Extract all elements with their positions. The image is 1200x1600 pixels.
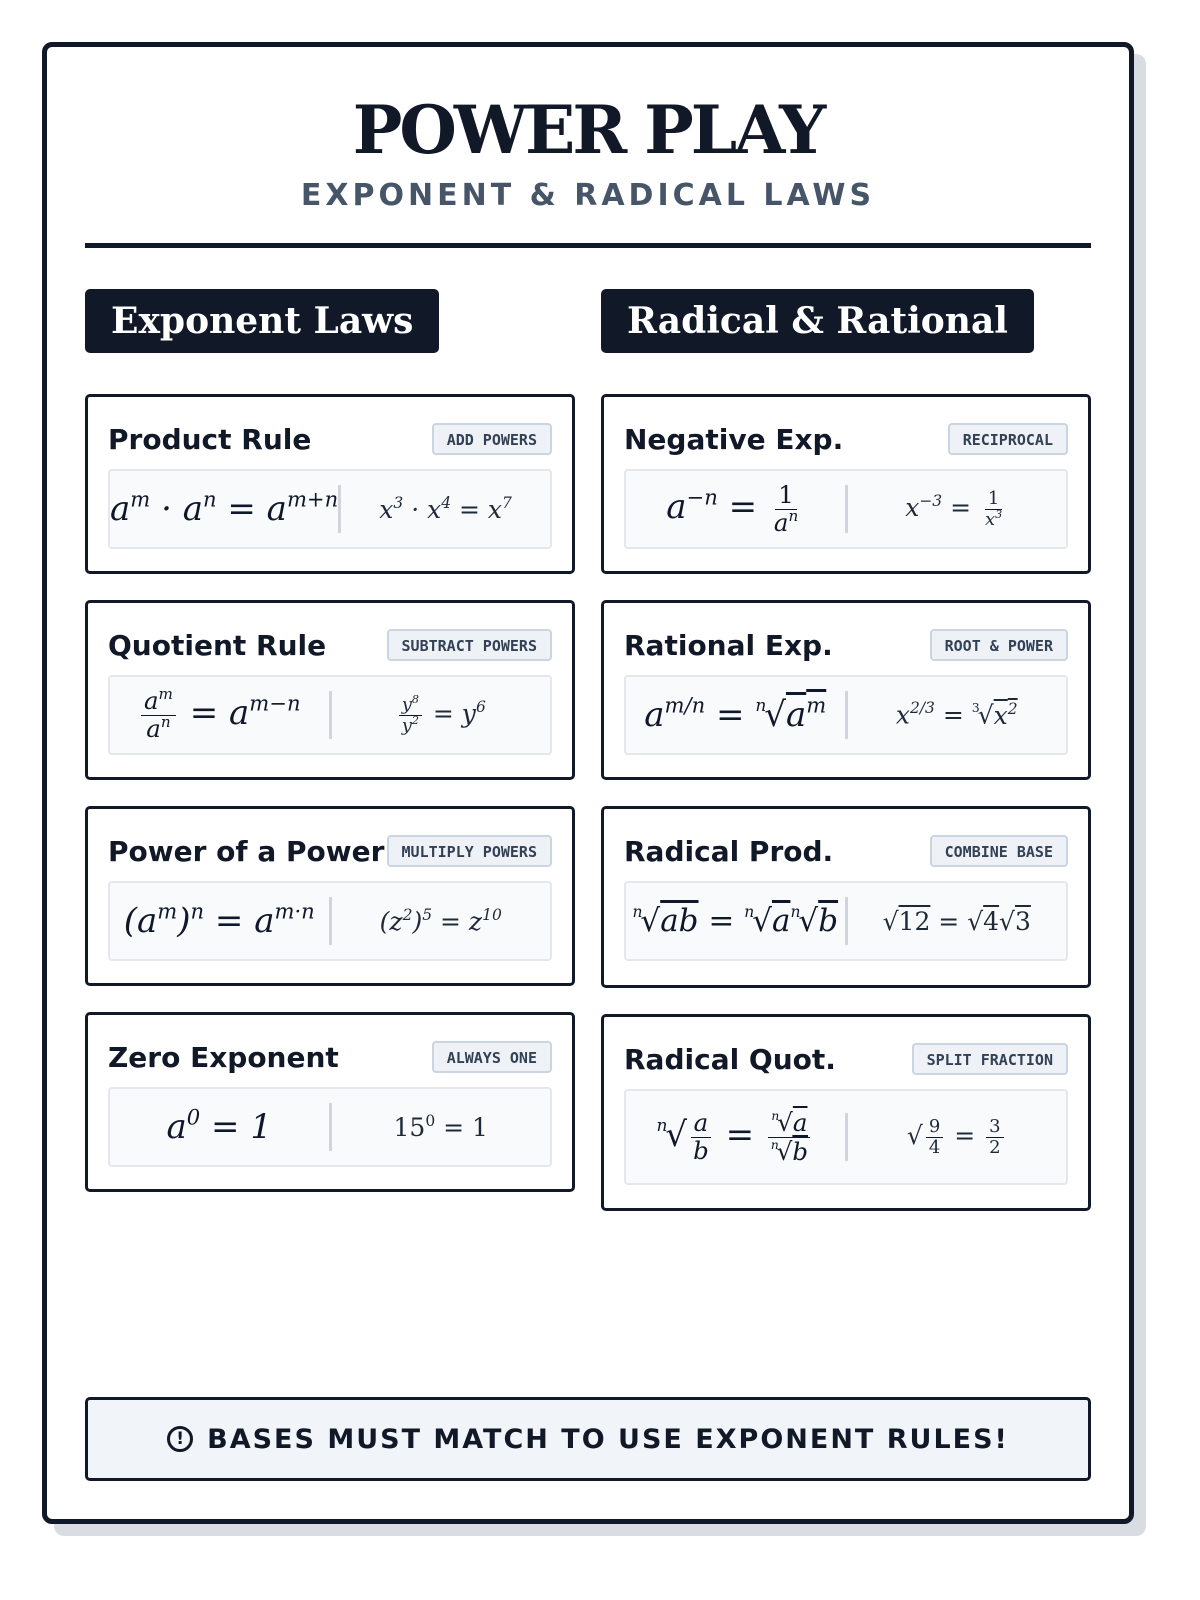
alert-circle-icon: ! bbox=[167, 1426, 193, 1452]
card-title: Quotient Rule bbox=[108, 629, 327, 662]
card-badge: COMBINE BASE bbox=[930, 835, 1068, 867]
warning-banner bbox=[85, 1397, 1091, 1481]
formula-box bbox=[108, 881, 552, 961]
card-zero-exponent bbox=[85, 1012, 575, 1192]
card-title: Power of a Power bbox=[108, 835, 385, 868]
card-negative-exponent bbox=[601, 394, 1091, 574]
poster-frame bbox=[42, 42, 1134, 1524]
formula-box bbox=[624, 1089, 1068, 1185]
formula-example: √ $\frac{9}{4}$ = $\frac{3}{2}$ bbox=[848, 1118, 1067, 1157]
formula-rule: $(a^m)^n = a^{m\cdot n}$ bbox=[123, 898, 315, 941]
formula-example: √12 = √4√3 bbox=[882, 906, 1031, 936]
card-title: Radical Quot. bbox=[624, 1043, 836, 1076]
formula-box bbox=[108, 469, 552, 549]
card-radical-quotient bbox=[601, 1014, 1091, 1211]
card-badge: ROOT & POWER bbox=[930, 629, 1068, 661]
formula-box bbox=[624, 675, 1068, 755]
formula-rule: $a^{-n}$ = $\frac{1}{a^n}$ bbox=[666, 480, 799, 537]
card-title: Product Rule bbox=[108, 423, 312, 456]
section-header-radical-rational: Radical & Rational bbox=[601, 289, 1034, 353]
card-title: Rational Exp. bbox=[624, 629, 833, 662]
card-badge: SPLIT FRACTION bbox=[912, 1043, 1068, 1075]
formula-rule: $\frac{a^m}{a^n}$ = $a^{m-n}$ bbox=[110, 689, 329, 741]
card-badge: MULTIPLY POWERS bbox=[387, 835, 552, 867]
section-header-exponent-laws: Exponent Laws bbox=[85, 289, 439, 353]
formula-example: $x^{2/3} = ^3√x^2$ bbox=[895, 699, 1018, 730]
card-product-rule bbox=[85, 394, 575, 574]
card-badge: ADD POWERS bbox=[432, 423, 552, 455]
formula-rule: $a^{m/n} = ^n√a^m$ bbox=[644, 692, 827, 735]
page-subtitle: EXPONENT & RADICAL LAWS bbox=[300, 178, 876, 213]
card-title: Radical Prod. bbox=[624, 835, 834, 868]
card-rational-exponent bbox=[601, 600, 1091, 780]
card-badge: RECIPROCAL bbox=[948, 423, 1068, 455]
card-radical-product bbox=[601, 806, 1091, 988]
formula-box bbox=[624, 469, 1068, 549]
formula-box bbox=[108, 1087, 552, 1167]
formula-box bbox=[108, 675, 552, 755]
card-badge: ALWAYS ONE bbox=[432, 1041, 552, 1073]
formula-rule: $a^m \cdot a^n = a^{m+n}$ bbox=[110, 486, 339, 529]
formula-rule: $a^0 = 1$ bbox=[166, 1104, 272, 1147]
formula-box bbox=[624, 881, 1068, 961]
card-badge: SUBTRACT POWERS bbox=[387, 629, 552, 661]
page-title: POWER PLAY bbox=[352, 91, 824, 169]
formula-example: $x^3 \cdot x^4 = x^7$ bbox=[379, 493, 512, 524]
formula-example: $(z^2)^5 = z^{10}$ bbox=[379, 905, 502, 936]
card-power-of-a-power bbox=[85, 806, 575, 986]
formula-rule: $^n√ab = ^n√a^n√b$ bbox=[632, 903, 839, 939]
card-quotient-rule bbox=[85, 600, 575, 780]
card-title: Negative Exp. bbox=[624, 423, 844, 456]
card-title: Zero Exponent bbox=[108, 1041, 339, 1074]
formula-example: $15^0 = 1$ bbox=[393, 1111, 488, 1142]
title-divider bbox=[85, 243, 1091, 248]
formula-rule: $^n$√ $\frac{a}{b}$ = $\frac{^n√a}{^n√b}$ bbox=[626, 1110, 845, 1164]
formula-example: $\frac{y^8}{y^2}$ = $y^6$ bbox=[332, 696, 551, 735]
warning-text: BASES MUST MATCH TO USE EXPONENT RULES! bbox=[207, 1423, 1009, 1455]
formula-example: $x^{-3}$ = $\frac{1}{x^3}$ bbox=[905, 487, 1003, 530]
